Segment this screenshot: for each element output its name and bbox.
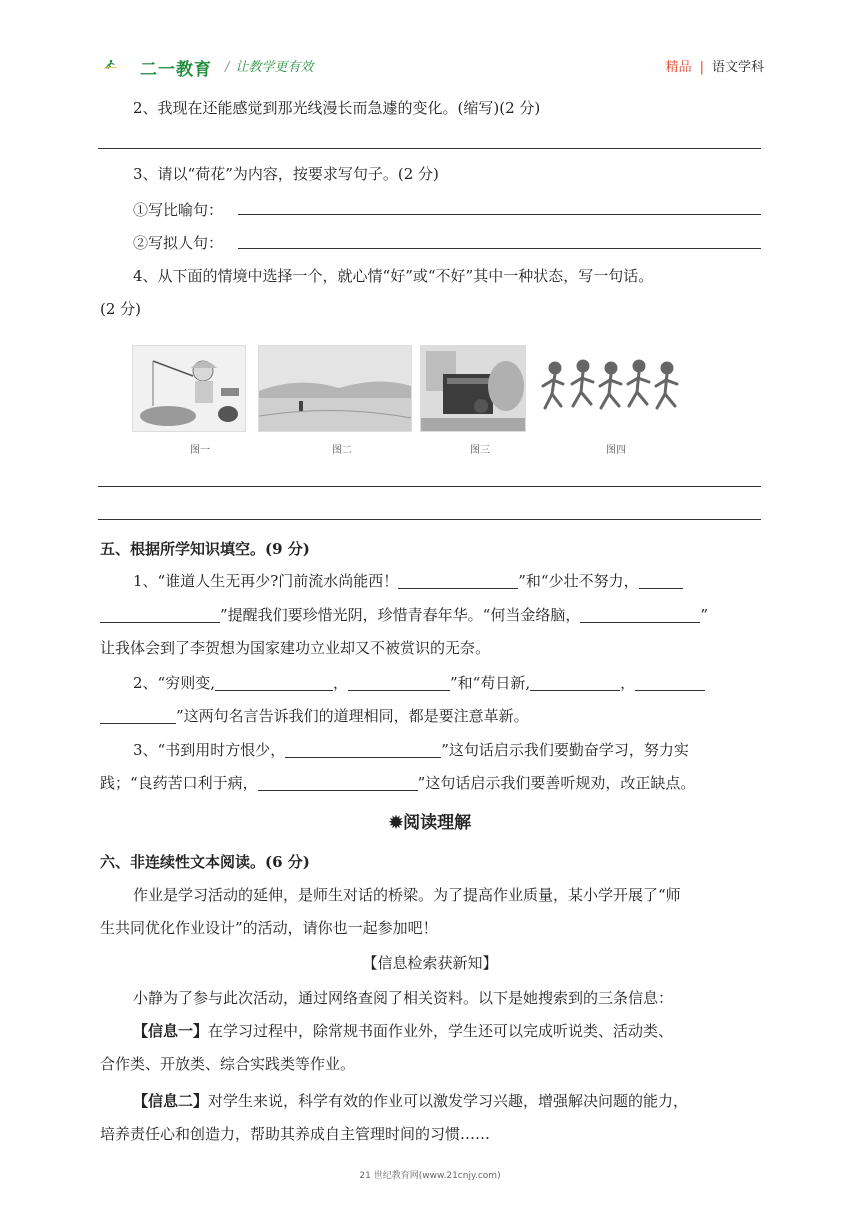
personification-answer-line — [238, 248, 761, 249]
info-1-label: 【信息一】 — [133, 1022, 209, 1040]
blank-field[interactable] — [580, 606, 700, 623]
subject-label: 语文学科 — [711, 60, 764, 75]
section-5-item-3-line-1: 3、“书到用时方恨少， ”这句话启示我们要勤奋学习，努力实 — [133, 741, 689, 759]
figure-1-caption: 图一 — [190, 445, 210, 456]
answer-line — [98, 148, 761, 149]
slogan: / 让教学更有效 — [225, 60, 314, 75]
answer-line — [98, 486, 761, 487]
section-6-intro-line-2: 生共同优化作业设计”的活动，请你也一起参加吧！ — [100, 919, 438, 937]
figure-3-caption: 图三 — [470, 445, 490, 456]
quality-badge: 精品 — [665, 60, 692, 75]
section-6-paragraph: 小静为了参与此次活动，通过网络查阅了相关资料。以下是她搜索到的三条信息： — [133, 989, 674, 1007]
blank-field[interactable] — [285, 741, 441, 758]
blank-field[interactable] — [100, 606, 220, 623]
blank-field[interactable] — [215, 674, 333, 691]
blank-field[interactable] — [258, 774, 418, 791]
answer-line — [98, 519, 761, 520]
blank-field[interactable] — [639, 572, 683, 589]
section-5-item-2-line-2: ”这两句名言告诉我们的道理相同，都是要注意革新。 — [100, 706, 529, 726]
simile-answer-line — [238, 214, 761, 215]
section-6-intro-line-1: 作业是学习活动的延伸，是师生对话的桥梁。为了提高作业质量，某小学开展了“师 — [133, 886, 681, 904]
question-2: 2、我现在还能感觉到那光线漫长而急遽的变化。(缩写)(2 分) — [133, 99, 541, 117]
figure-4-caption: 图四 — [606, 445, 626, 456]
header-subject: 精品 | 语文学科 — [665, 60, 764, 75]
info-2-line-1: 【信息二】对学生来说，科学有效的作业可以激发学习兴趣，增强解决问题的能力， — [133, 1092, 689, 1110]
section-5-item-3-line-2: 践；“良药苦口利于病， ”这句话启示我们要善听规劝，改正缺点。 — [100, 774, 696, 792]
page-footer: 21 世纪教育网(www.21cnjy.com) — [359, 1171, 501, 1181]
logo-text: 二一教育 — [140, 60, 212, 80]
info-1-line-2: 合作类、开放类、综合实践类等作业。 — [100, 1055, 356, 1073]
figure-1-image — [132, 345, 246, 432]
simile-label: ①写比喻句： — [133, 201, 224, 219]
question-4-score: (2 分) — [100, 300, 142, 318]
section-5-item-1-line-3: 让我体会到了李贺想为国家建功立业却又不被赏识的无奈。 — [100, 639, 491, 657]
info-2-label: 【信息二】 — [133, 1092, 209, 1110]
reading-heading: ✹阅读理解 — [388, 813, 472, 833]
section-5-title: 五、根据所学知识填空。(9 分) — [100, 540, 310, 558]
personification-label: ②写拟人句： — [133, 234, 224, 252]
section-5-item-1-line-2: ”提醒我们要珍惜光阴，珍惜青春年华。“何当金络脑， ” — [100, 605, 708, 625]
figure-3-image — [420, 345, 526, 432]
section-6-title: 六、非连续性文本阅读。(6 分) — [100, 853, 310, 871]
blank-field[interactable] — [530, 674, 620, 691]
blank-field[interactable] — [348, 674, 450, 691]
blank-field[interactable] — [100, 707, 176, 724]
question-3: 3、请以“荷花”为内容，按要求写句子。(2 分) — [133, 165, 439, 183]
blank-field[interactable] — [635, 674, 705, 691]
section-6-subheading: 【信息检索获新知】 — [362, 954, 498, 972]
figure-2-caption: 图二 — [332, 445, 352, 456]
question-4: 4、从下面的情境中选择一个，就心情“好”或“不好”其中一种状态，写一句话。 — [133, 267, 654, 285]
section-5-item-2-line-1: 2、“穷则变, ， ”和“苟日新, ， — [133, 673, 705, 693]
blank-field[interactable] — [398, 572, 518, 589]
section-5-item-1-line-1: 1、“谁道人生无再少?门前流水尚能西！ ”和“少壮不努力， — [133, 571, 683, 591]
info-1-line-1: 【信息一】在学习过程中，除常规书面作业外，学生还可以完成听说类、活动类、 — [133, 1022, 674, 1040]
info-2-line-2: 培养责任心和创造力，帮助其养成自主管理时间的习惯…… — [100, 1125, 491, 1143]
figure-4-image — [536, 345, 692, 432]
logo-runner-icon — [103, 50, 143, 78]
figure-2-image — [258, 345, 412, 432]
